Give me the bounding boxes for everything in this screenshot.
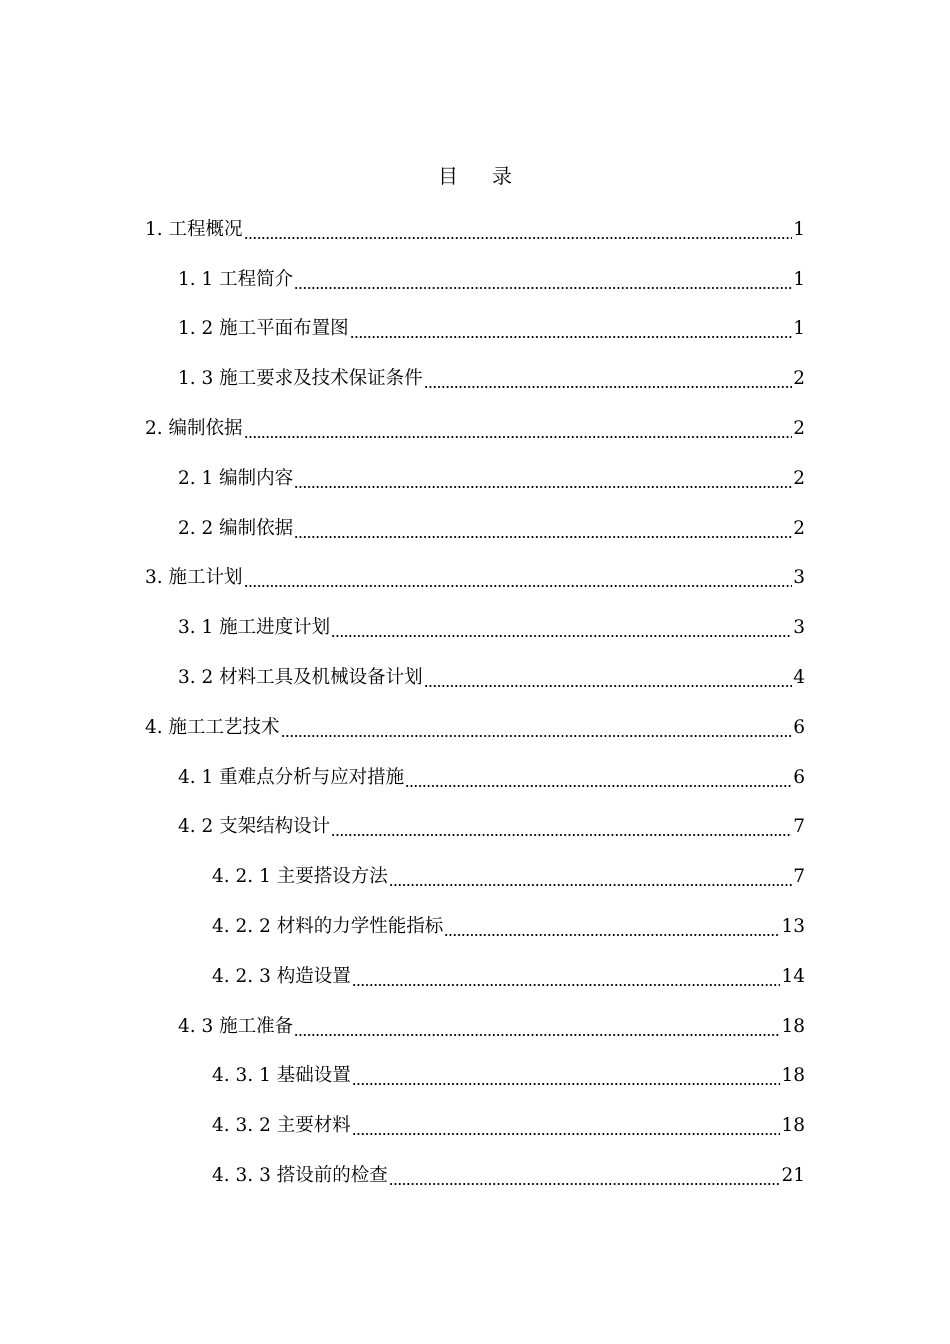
toc-entry[interactable] xyxy=(145,504,805,554)
toc-entry-label: 1. 1 工程简介 xyxy=(178,268,294,290)
toc-entry-label: 4. 3. 2 主要材料 xyxy=(212,1115,351,1137)
toc-entry[interactable] xyxy=(145,753,805,803)
toc-entry[interactable] xyxy=(145,454,805,504)
toc-entry-label: 1. 3 施工要求及技术保证条件 xyxy=(178,368,423,390)
toc-entry-label: 3. 施工计划 xyxy=(145,567,243,589)
toc-entry-label: 3. 1 施工进度计划 xyxy=(178,617,331,639)
toc-dot-leader xyxy=(294,1015,780,1039)
toc-dot-leader xyxy=(405,766,792,790)
toc-entry[interactable] xyxy=(145,803,805,853)
toc-entry[interactable] xyxy=(145,205,805,255)
toc-entry[interactable] xyxy=(145,952,805,1002)
toc-title xyxy=(0,160,950,189)
toc-title-char-1: 目 xyxy=(438,164,458,188)
toc-entry-page-number: 2 xyxy=(793,467,805,489)
toc-entry[interactable] xyxy=(145,653,805,703)
toc-dot-leader xyxy=(424,367,793,391)
toc-entry[interactable] xyxy=(145,1052,805,1102)
toc-entry-label: 4. 3. 1 基础设置 xyxy=(212,1065,351,1087)
toc-entry[interactable] xyxy=(145,902,805,952)
toc-entry-page-number: 1 xyxy=(793,268,805,290)
toc-dot-leader xyxy=(294,467,792,491)
toc-dot-leader xyxy=(244,566,793,590)
toc-dot-leader xyxy=(244,417,793,441)
toc-dot-leader xyxy=(294,268,792,292)
toc-entry[interactable] xyxy=(145,603,805,653)
toc-entry-page-number: 3 xyxy=(793,567,805,589)
toc-entry-label: 4. 2. 1 主要搭设方法 xyxy=(212,866,388,888)
toc-dot-leader xyxy=(331,616,792,640)
toc-entry-label: 2. 1 编制内容 xyxy=(178,467,294,489)
toc-entry-label: 4. 施工工艺技术 xyxy=(145,716,280,738)
toc-entry-label: 2. 2 编制依据 xyxy=(178,517,294,539)
toc-entry-label: 1. 2 施工平面布置图 xyxy=(178,318,349,340)
toc-entry[interactable] xyxy=(145,354,805,404)
toc-dot-leader xyxy=(352,1064,781,1088)
toc-entry-page-number: 13 xyxy=(781,916,805,938)
toc-entry[interactable] xyxy=(145,1151,805,1201)
toc-entry-label: 4. 3. 3 搭设前的检查 xyxy=(212,1165,388,1187)
toc-entry[interactable] xyxy=(145,404,805,454)
toc-entry-page-number: 4 xyxy=(793,667,805,689)
toc-entry[interactable] xyxy=(145,554,805,604)
toc-dot-leader xyxy=(352,965,781,989)
toc-entry-page-number: 6 xyxy=(793,716,805,738)
toc-entry-page-number: 7 xyxy=(793,816,805,838)
toc-dot-leader xyxy=(331,815,792,839)
toc-entry-page-number: 21 xyxy=(781,1165,805,1187)
toc-entry-page-number: 18 xyxy=(781,1115,805,1137)
toc-dot-leader xyxy=(294,517,792,541)
toc-entry-page-number: 18 xyxy=(781,1065,805,1087)
toc-entry-label: 4. 1 重难点分析与应对措施 xyxy=(178,766,405,788)
toc-entry-page-number: 14 xyxy=(781,965,805,987)
toc-entry-page-number: 18 xyxy=(781,1015,805,1037)
toc-dot-leader xyxy=(389,1164,781,1188)
table-of-contents xyxy=(145,205,805,1201)
toc-entry-label: 4. 2. 3 构造设置 xyxy=(212,965,351,987)
toc-entry-page-number: 6 xyxy=(793,766,805,788)
toc-entry[interactable] xyxy=(145,852,805,902)
toc-entry-page-number: 1 xyxy=(793,218,805,240)
toc-dot-leader xyxy=(244,218,793,242)
toc-entry-label: 3. 2 材料工具及机械设备计划 xyxy=(178,667,423,689)
toc-entry[interactable] xyxy=(145,255,805,305)
toc-entry-label: 4. 2 支架结构设计 xyxy=(178,816,331,838)
toc-entry-label: 4. 2. 2 材料的力学性能指标 xyxy=(212,916,444,938)
toc-entry-page-number: 2 xyxy=(793,418,805,440)
toc-entry[interactable] xyxy=(145,1101,805,1151)
toc-dot-leader xyxy=(389,865,793,889)
toc-entry[interactable] xyxy=(145,703,805,753)
toc-entry-page-number: 3 xyxy=(793,617,805,639)
toc-entry[interactable] xyxy=(145,305,805,355)
toc-dot-leader xyxy=(281,716,793,740)
toc-dot-leader xyxy=(444,915,780,939)
toc-entry-page-number: 2 xyxy=(793,368,805,390)
toc-entry-page-number: 2 xyxy=(793,517,805,539)
toc-title-char-2: 录 xyxy=(492,164,512,188)
toc-dot-leader xyxy=(424,666,793,690)
toc-entry-label: 4. 3 施工准备 xyxy=(178,1015,294,1037)
toc-entry-label: 1. 工程概况 xyxy=(145,218,243,240)
toc-entry-page-number: 1 xyxy=(793,318,805,340)
toc-dot-leader xyxy=(352,1114,781,1138)
toc-entry-page-number: 7 xyxy=(793,866,805,888)
toc-dot-leader xyxy=(350,317,793,341)
toc-entry-label: 2. 编制依据 xyxy=(145,418,243,440)
toc-entry[interactable] xyxy=(145,1002,805,1052)
